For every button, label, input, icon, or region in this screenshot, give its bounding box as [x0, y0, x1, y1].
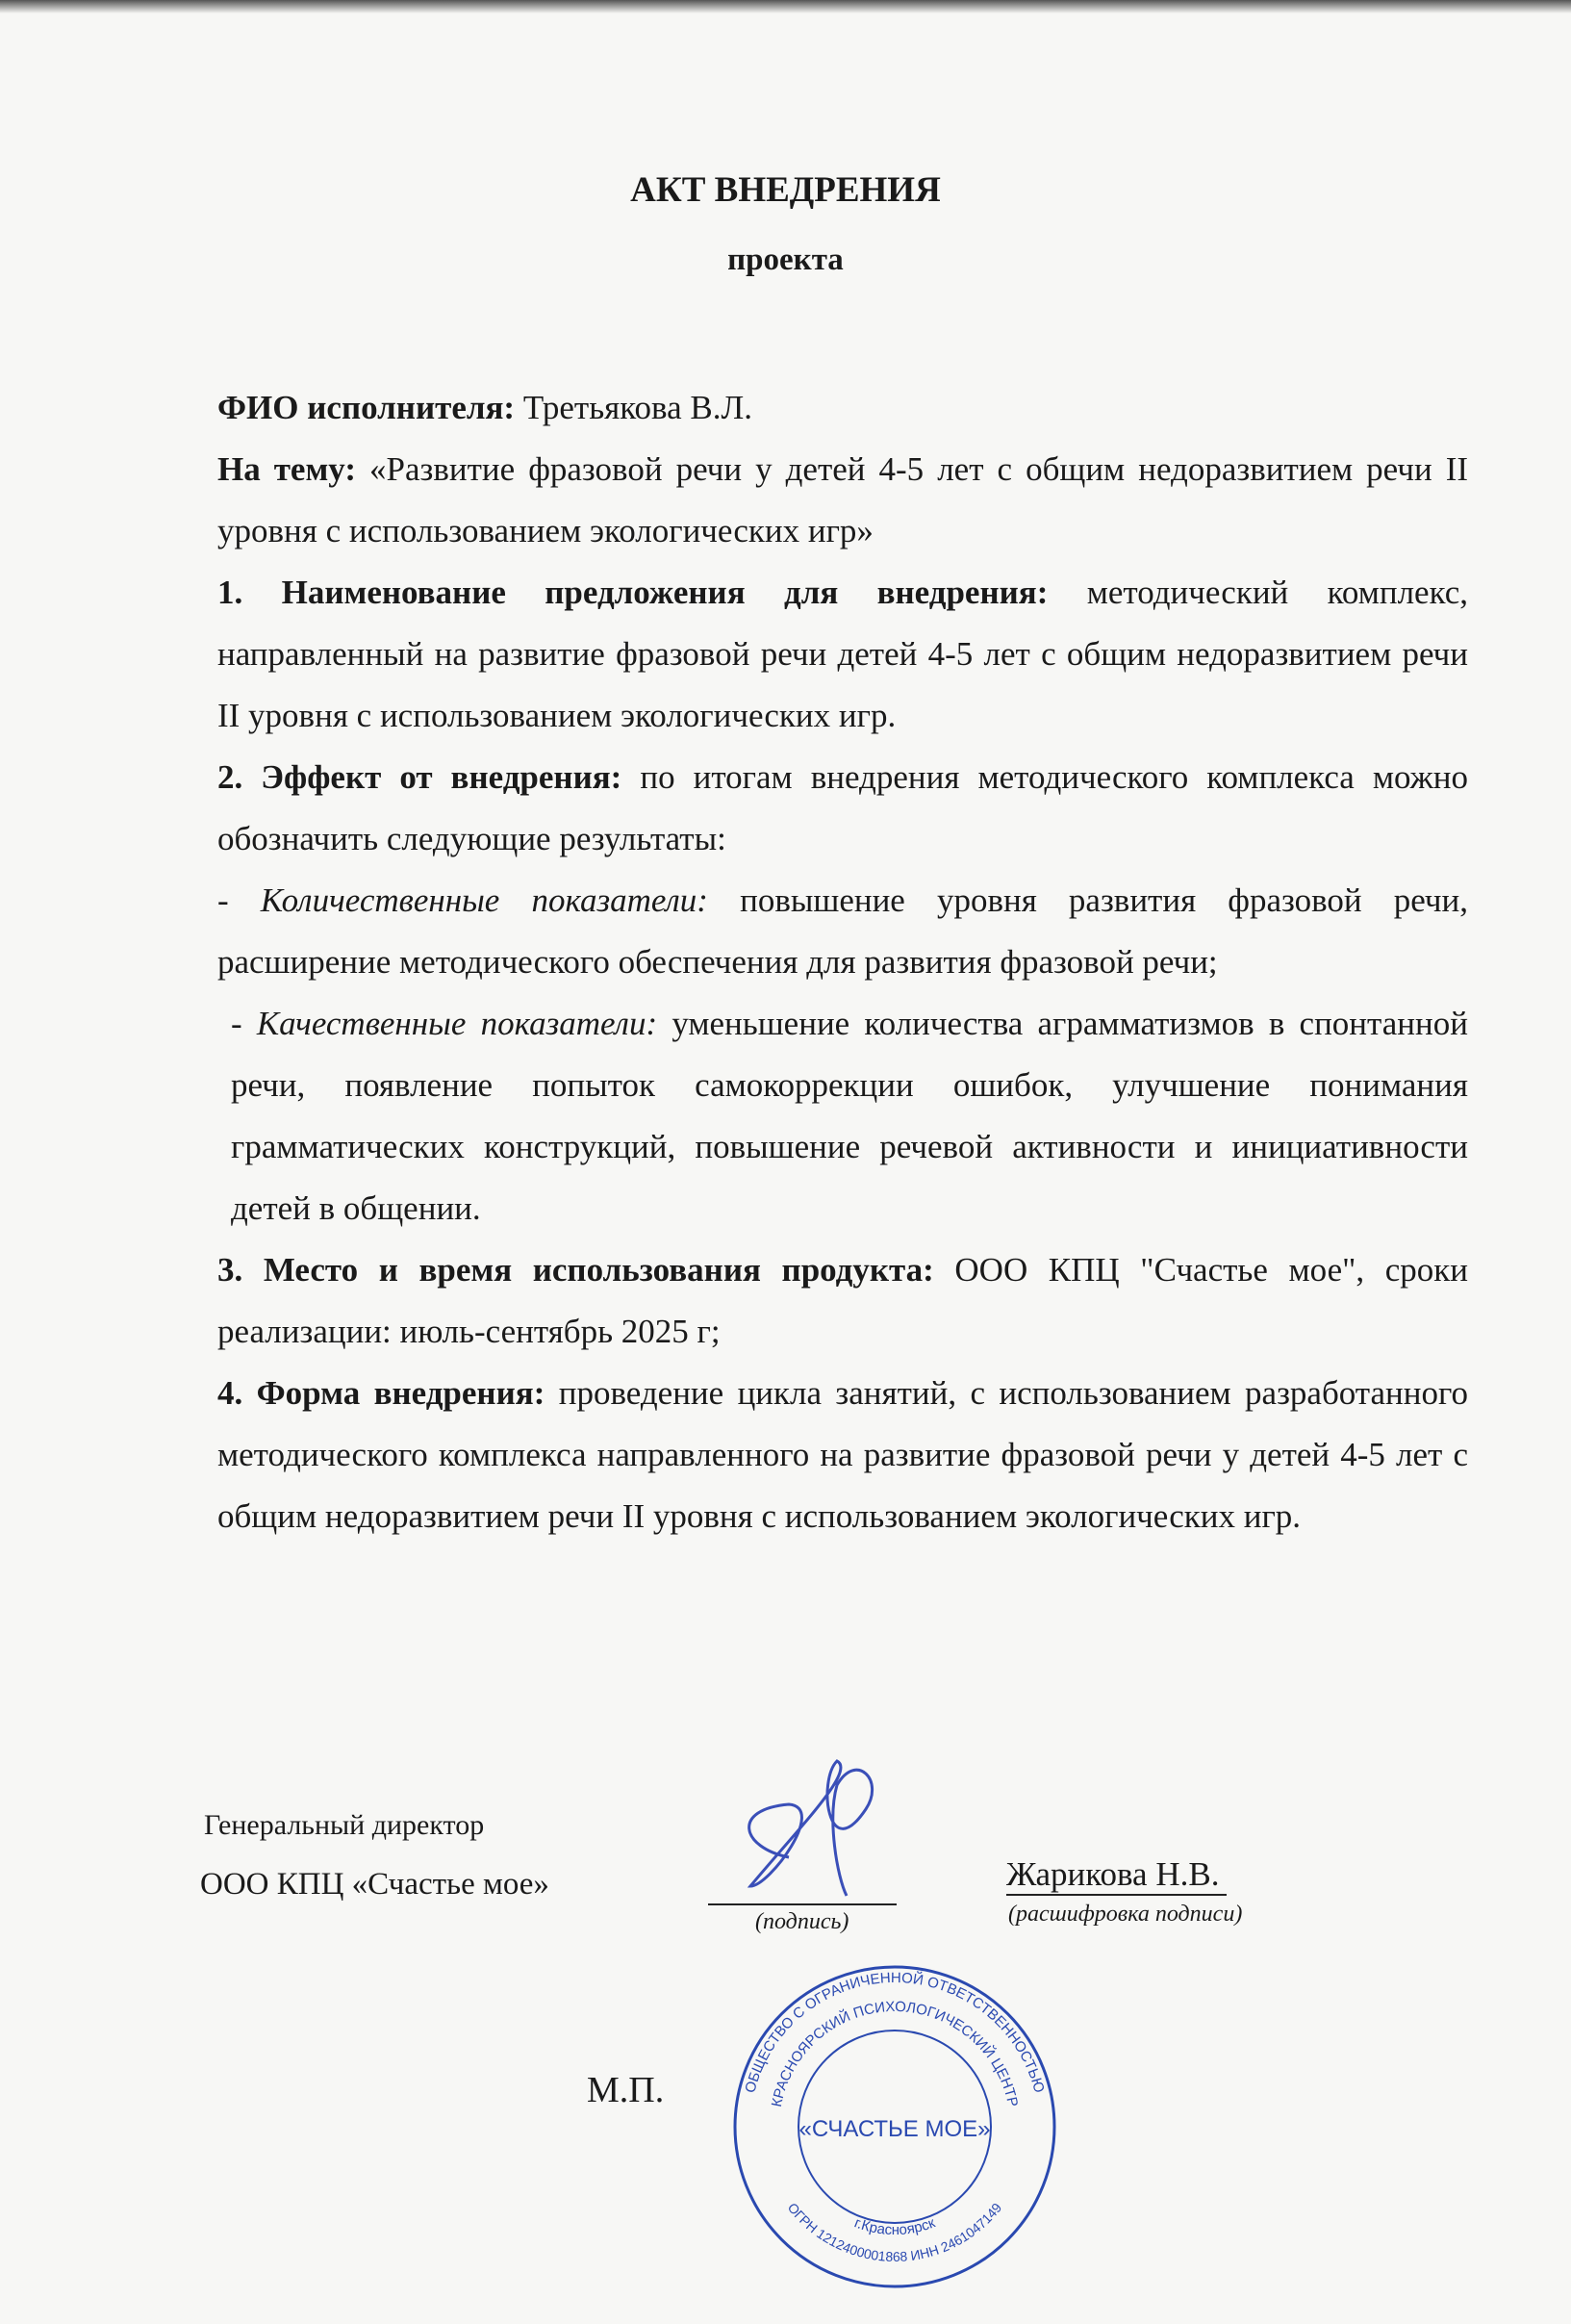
topic-line	[217, 439, 1468, 562]
executor-label: ФИО исполнителя:	[217, 389, 516, 426]
seal-mark: М.П.	[587, 2070, 665, 2110]
executor-value: Третьякова В.Л.	[522, 389, 752, 426]
section-label: 3. Место и время использования продукта:	[217, 1251, 934, 1289]
section-text: проведение цикла занятий, с использованием разработанного методического комплекса направленного на развитие фразовой речи у детей 4-5 лет с общим недоразвитием речи II уровня с использованием экологических игр.	[217, 1374, 1468, 1535]
section-1	[217, 562, 1468, 747]
section-text: по итогам внедрения методического комплекса можно обозначить следующие результаты:	[217, 758, 1469, 857]
signature-caption: (подпись)	[755, 1909, 849, 1934]
document-subtitle: проекта	[727, 243, 844, 277]
qualitative	[217, 993, 1468, 1239]
section-text: уменьшение количества аграмматизмов в спонтанной речи, появление попыток самокоррекции ошибок, улучшение понимания грамматических конструкций, повышение речевой активности и инициативности детей в общении.	[231, 1005, 1468, 1227]
quantitative	[217, 870, 1468, 993]
section-text: методический комплекс, направленный на развитие фразовой речи детей 4-5 лет с общим недоразвитием речи II уровня с использованием экологических игр.	[217, 574, 1468, 734]
signatory-name: Жарикова Н.В.	[1006, 1855, 1227, 1896]
section-4	[217, 1363, 1468, 1547]
stamp-center-text: «СЧАСТЬЕ МОЕ»	[798, 2116, 991, 2142]
signatory-organization: ООО КПЦ «Счастье мое»	[200, 1867, 549, 1902]
section-label: 4. Форма внедрения:	[217, 1374, 545, 1412]
section-text: ООО КПЦ "Счастье мое", сроки реализации: июль-сентябрь 2025 г;	[217, 1251, 1469, 1350]
topic-value: «Развитие фразовой речи у детей 4-5 лет с общим недоразвитием речи II уровня с использованием экологических игр»	[217, 450, 1469, 549]
topic-label: На тему:	[217, 450, 357, 488]
section-2	[217, 747, 1468, 870]
stamp-city: г.Красноярск	[851, 2214, 938, 2239]
document-body	[217, 377, 1468, 1547]
signatory-name-caption: (расшифровка подписи)	[1008, 1902, 1243, 1927]
section-label: - Качественные показатели:	[231, 1005, 658, 1042]
signatory-position: Генеральный директор	[204, 1809, 485, 1841]
section-label: 2. Эффект от внедрения:	[217, 758, 622, 796]
section-text: повышение уровня развития фразовой речи, расширение методического обеспечения для развития фразовой речи;	[217, 881, 1468, 981]
stamp-inner-text: КРАСНОЯРСКИЙ ПСИХОЛОГИЧЕСКИЙ ЦЕНТР	[768, 1998, 1022, 2108]
stamp-registration: ОГРН 1212400001868 ИНН 2461047149	[784, 2199, 1005, 2264]
section-3	[217, 1239, 1468, 1363]
company-stamp	[731, 1963, 1058, 2290]
handwritten-signature	[712, 1751, 904, 1905]
stamp-outer-text: ОБЩЕСТВО С ОГРАНИЧЕННОЙ ОТВЕТСТВЕННОСТЬЮ	[742, 1969, 1048, 2095]
executor-line	[217, 377, 1468, 439]
photo-edge-shadow	[0, 0, 1571, 13]
section-label: 1. Наименование предложения для внедрения:	[217, 574, 1049, 611]
section-label: - Количественные показатели:	[217, 881, 708, 919]
document-title: АКТ ВНЕДРЕНИЯ	[630, 170, 941, 210]
